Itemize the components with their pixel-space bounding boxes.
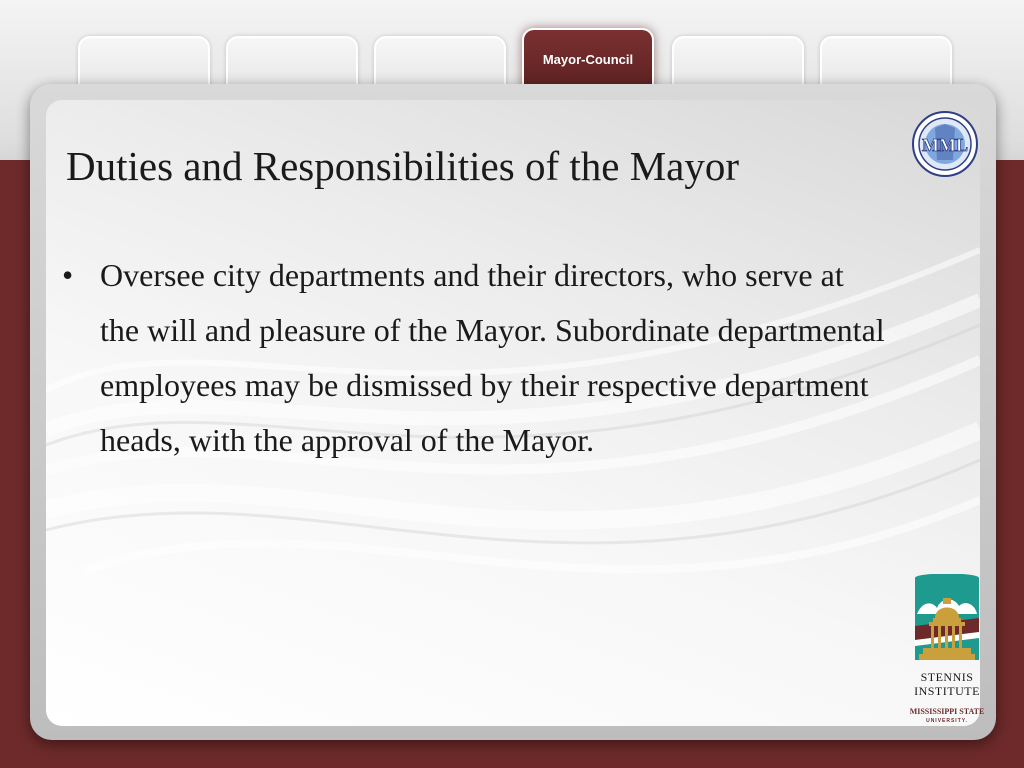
stennis-name-line2: INSTITUTE (914, 684, 980, 698)
bullet-dot-icon: • (62, 257, 74, 293)
mml-seal-letters: MML (922, 135, 968, 155)
nav-tab-label-active: Mayor-Council (542, 52, 634, 67)
stennis-name-line1: STENNIS (920, 670, 974, 684)
slide-title: Duties and Responsibilities of the Mayor (66, 143, 739, 189)
mml-seal-icon (911, 110, 979, 178)
bullet-item (60, 248, 890, 468)
bullet-list (60, 248, 890, 468)
bullet-text: Oversee city departments and their directors, who serve at the will and pleasure of the Mayor. Subordinate departmental employees may be dismissed by their respective department heads, with the approval of the Mayor. (100, 257, 885, 458)
university-subtitle: UNIVERSITY. (926, 718, 968, 724)
stennis-institute-name (905, 670, 989, 698)
university-name: MISSISSIPPI STATE (909, 707, 985, 716)
